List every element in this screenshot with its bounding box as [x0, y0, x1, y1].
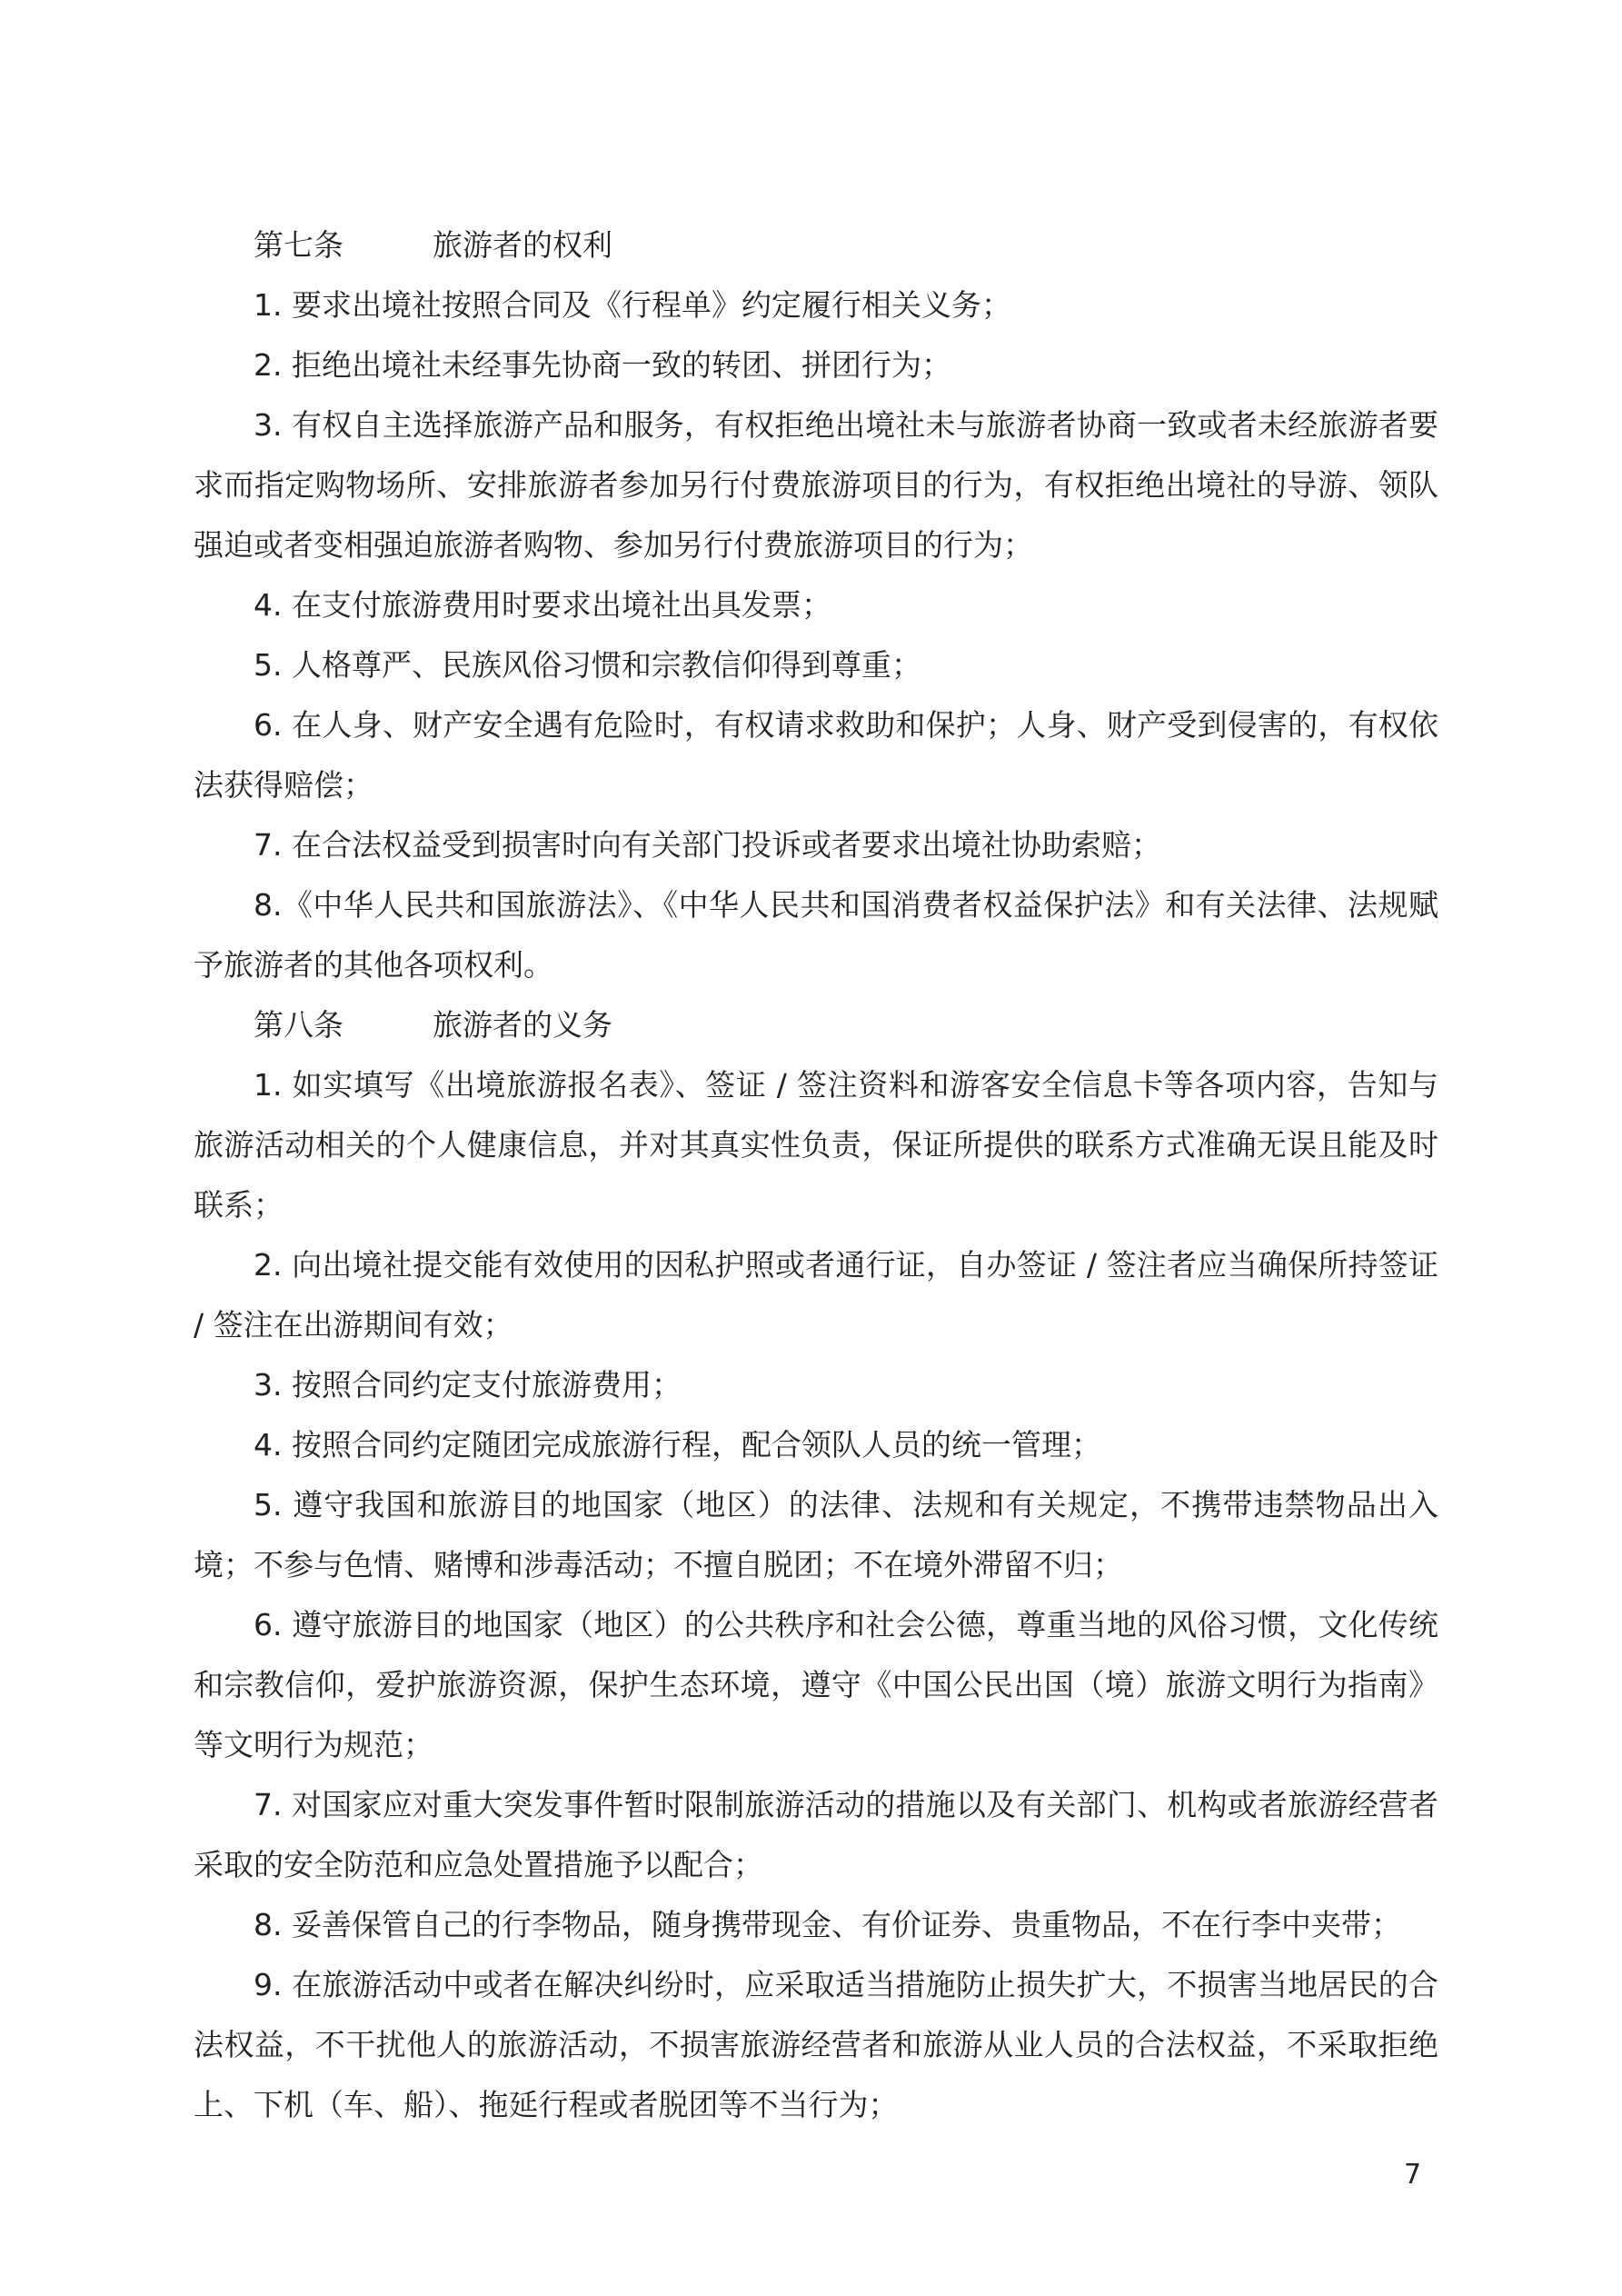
- article-8-item-7: 7. 对国家应对重大突发事件暂时限制旅游活动的措施以及有关部门、机构或者旅游经营者采取的安全防范和应急处置措施予以配合；: [194, 1787, 1438, 1882]
- article-8-item-3: 3. 按照合同约定支付旅游费用；: [254, 1367, 682, 1403]
- article-8-item-9: 9. 在旅游活动中或者在解决纠纷时，应采取适当措施防止损失扩大，不损害当地居民的合法权益，不干扰他人的旅游活动，不损害旅游经营者和旅游从业人员的合法权益，不采取拒绝上、下机（车、船）、拖延行程或者脱团等不当行为；: [194, 1967, 1438, 2122]
- article-7-item-8: 8.《中华人民共和国旅游法》、《中华人民共和国消费者权益保护法》和有关法律、法规赋予旅游者的其他各项权利。: [194, 887, 1438, 983]
- article-7-item-1: 1. 要求出境社按照合同及《行程单》约定履行相关义务；: [254, 287, 1011, 323]
- article-8-title: 旅游者的义务: [433, 1007, 612, 1043]
- document-body: [194, 215, 1438, 2135]
- article-7-number: 第七条: [254, 227, 343, 263]
- article-7-title: 旅游者的权利: [433, 227, 612, 263]
- article-8-item-8: 8. 妥善保管自己的行李物品，随身携带现金、有价证券、贵重物品，不在行李中夹带；: [254, 1907, 1401, 1942]
- article-8-item-6: 6. 遵守旅游目的地国家（地区）的公共秩序和社会公德，尊重当地的风俗习惯，文化传统和宗教信仰，爱护旅游资源，保护生态环境，遵守《中国公民出国（境）旅游文明行为指南》等文明行为规范；: [194, 1607, 1438, 1762]
- article-8-number: 第八条: [254, 1007, 343, 1043]
- article-7-item-6: 6. 在人身、财产安全遇有危险时，有权请求救助和保护；人身、财产受到侵害的，有权依法获得赔偿；: [194, 707, 1438, 803]
- page-number: 7: [1404, 2159, 1422, 2191]
- article-7-item-2: 2. 拒绝出境社未经事先协商一致的转团、拼团行为；: [254, 347, 951, 383]
- article-8-item-2: 2. 向出境社提交能有效使用的因私护照或者通行证，自办签证 / 签注者应当确保所持签证 / 签注在出游期间有效；: [194, 1247, 1438, 1343]
- article-7-item-3: 3. 有权自主选择旅游产品和服务，有权拒绝出境社未与旅游者协商一致或者未经旅游者要求而指定购物场所、安排旅游者参加另行付费旅游项目的行为，有权拒绝出境社的导游、领队强迫或者变相强迫旅游者购物、参加另行付费旅游项目的行为；: [194, 407, 1438, 563]
- article-8-heading: [194, 995, 1438, 1055]
- article-7-item-7: 7. 在合法权益受到损害时向有关部门投诉或者要求出境社协助索赔；: [254, 827, 1161, 863]
- article-7-item-5: 5. 人格尊严、民族风俗习惯和宗教信仰得到尊重；: [254, 647, 921, 683]
- article-8-item-1: 1. 如实填写《出境旅游报名表》、签证 / 签注资料和游客安全信息卡等各项内容，告知与旅游活动相关的个人健康信息，并对其真实性负责，保证所提供的联系方式准确无误且能及时联系；: [194, 1067, 1438, 1223]
- article-7-heading: [194, 215, 1438, 275]
- article-7-item-4: 4. 在支付旅游费用时要求出境社出具发票；: [254, 587, 831, 623]
- article-8-item-4: 4. 按照合同约定随团完成旅游行程，配合领队人员的统一管理；: [254, 1427, 1101, 1462]
- article-8-item-5: 5. 遵守我国和旅游目的地国家（地区）的法律、法规和有关规定，不携带违禁物品出入境；不参与色情、赌博和涉毒活动；不擅自脱团；不在境外滞留不归；: [194, 1487, 1438, 1582]
